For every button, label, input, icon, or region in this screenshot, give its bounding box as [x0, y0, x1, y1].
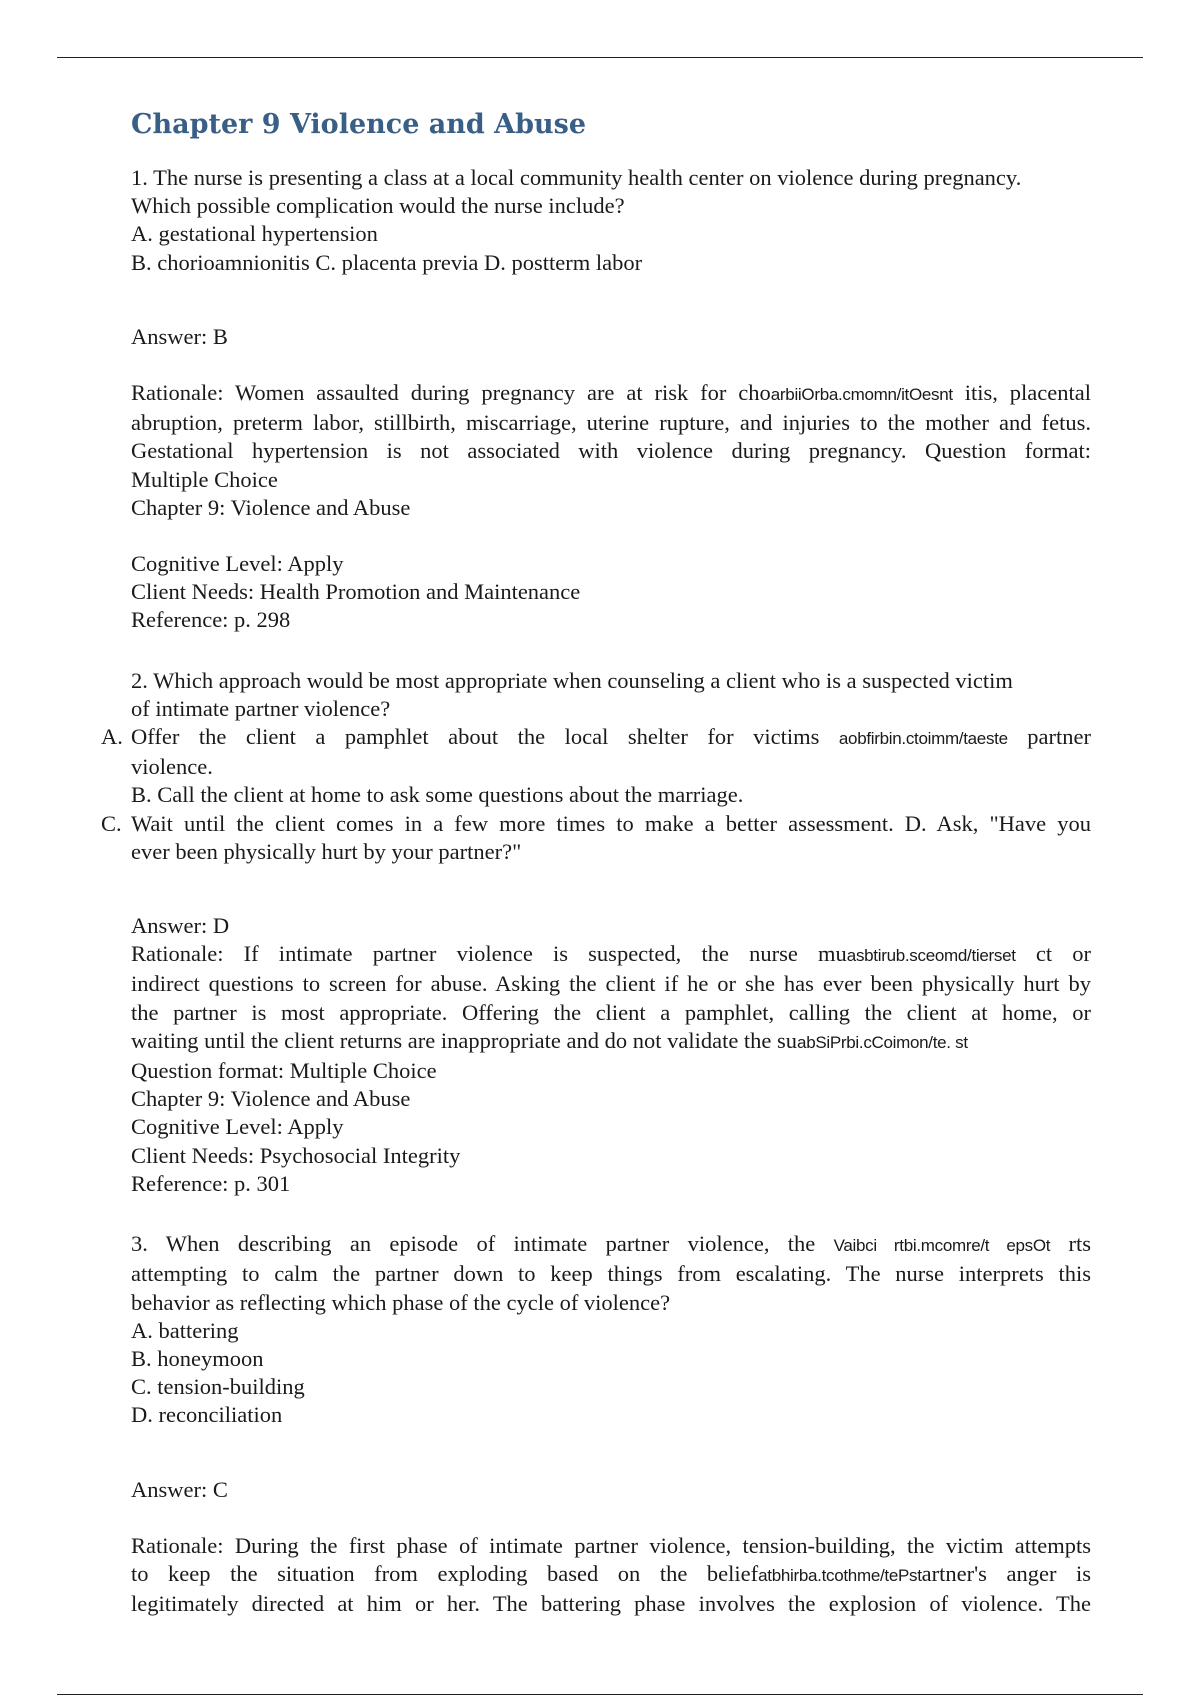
document-body — [101, 108, 1092, 1618]
question-2-option-c-line-1: Wait until the client comes in a few more times to make a better assessment. D. Ask, "Have you — [131, 810, 1091, 836]
question-3 — [131, 1230, 1091, 1429]
question-1-chapter: Chapter 9: Violence and Abuse — [131, 494, 411, 520]
question-3-option-d: D. reconciliation — [131, 1402, 283, 1428]
question-2-stem-line-1: 2. Which approach would be most appropriate when counseling a client who is a suspected victim — [131, 667, 1013, 693]
question-1-option-a: A. gestational hypertension — [131, 221, 378, 247]
question-1-rationale-line-1: Rationale: Women assaulted during pregnancy are at risk for choarbiiOrba.cmomn/itOesnt itis, placental — [131, 380, 1091, 406]
question-2-option-b: B. Call the client at home to ask some questions about the marriage. — [131, 782, 744, 808]
question-2-option-a — [101, 723, 1091, 781]
question-2-rationale-line-3: the partner is most appropriate. Offering the client a pamphlet, calling the client at home, or — [131, 999, 1091, 1025]
question-3-rationale — [131, 1532, 1091, 1619]
question-3-rationale-line-2: to keep the situation from exploding based on the beliefatbhirba.tcothme/tePstartner's anger is — [131, 1560, 1091, 1586]
question-2-rationale-line-4: waiting until the client returns are inappropriate and do not validate the suabSiPrbi.cCoimon/te. st — [131, 1027, 968, 1053]
question-2-stem-line-2: of intimate partner violence? — [131, 695, 391, 721]
question-2-rationale-line-1: Rationale: If intimate partner violence is suspected, the nurse muasbtirub.sceomd/tierset ct or — [131, 941, 1091, 967]
question-1-rationale-line-4: Multiple Choice — [131, 466, 278, 492]
question-2-format: Question format: Multiple Choice — [131, 1058, 437, 1084]
question-2-chapter: Chapter 9: Violence and Abuse — [131, 1086, 411, 1112]
question-3-option-c: C. tension-building — [131, 1374, 305, 1400]
question-2-option-a-line-2: violence. — [131, 754, 213, 780]
question-1-stem-line-2: Which possible complication would the nurse include? — [131, 193, 625, 219]
question-1-options-bcd: B. chorioamnionitis C. placenta previa D. postterm labor — [131, 249, 643, 275]
question-1-rationale-line-2: abruption, preterm labor, stillbirth, miscarriage, uterine rupture, and injuries to the mother and fetus. — [131, 410, 1091, 436]
question-2-rationale-line-2: indirect questions to screen for abuse. Asking the client if he or she has ever been physically hurt by — [131, 971, 1091, 997]
top-rule — [57, 57, 1143, 58]
question-3-option-a: A. battering — [131, 1317, 239, 1343]
question-1-cognitive-level: Cognitive Level: Apply — [131, 551, 344, 577]
question-1-answer: Answer: B — [131, 323, 228, 349]
question-2-option-a-line-1: Offer the client a pamphlet about the local shelter for victims aobfirbin.ctoimm/taeste partner — [131, 724, 1091, 750]
question-3-stem-line-1: 3. When describing an episode of intimate partner violence, the Vaibci rtbi.mcomre/t epsOt rts — [131, 1231, 1092, 1257]
question-2 — [101, 667, 1091, 866]
question-2-rationale — [131, 940, 1091, 1198]
question-1-rationale-line-3: Gestational hypertension is not associated with violence during pregnancy. Question format: — [131, 438, 1091, 464]
question-3-answer: Answer: C — [131, 1476, 228, 1502]
question-2-option-a-mark: A. — [101, 724, 123, 750]
question-3-rationale-line-3: legitimately directed at him or her. The battering phase involves the explosion of violence. The — [131, 1591, 1091, 1617]
question-1 — [131, 164, 1091, 277]
question-2-client-needs: Client Needs: Psychosocial Integrity — [131, 1142, 461, 1168]
question-3-option-b: B. honeymoon — [131, 1345, 264, 1371]
question-2-option-c-line-2: ever been physically hurt by your partner?" — [131, 838, 522, 864]
page-title: Chapter 9 Violence and Abuse — [131, 109, 587, 140]
question-1-rationale — [131, 379, 1091, 522]
question-3-stem-line-2: attempting to calm the partner down to keep things from escalating. The nurse interprets this — [131, 1261, 1091, 1287]
question-3-rationale-line-1: Rationale: During the first phase of intimate partner violence, tension-building, the victim attempts — [131, 1532, 1091, 1558]
bottom-rule — [57, 1694, 1143, 1695]
question-1-stem-line-1: 1. The nurse is presenting a class at a local community health center on violence during pregnancy. — [131, 165, 1022, 190]
question-2-option-c-mark: C. — [101, 810, 122, 836]
question-2-cognitive-level: Cognitive Level: Apply — [131, 1114, 344, 1140]
question-1-client-needs: Client Needs: Health Promotion and Maintenance — [131, 579, 581, 605]
question-3-stem-line-3: behavior as reflecting which phase of the cycle of violence? — [131, 1289, 671, 1315]
question-2-answer: Answer: D — [131, 913, 230, 939]
question-2-reference: Reference: p. 301 — [131, 1170, 291, 1196]
question-1-reference: Reference: p. 298 — [131, 607, 291, 633]
question-2-option-c — [101, 810, 1091, 866]
